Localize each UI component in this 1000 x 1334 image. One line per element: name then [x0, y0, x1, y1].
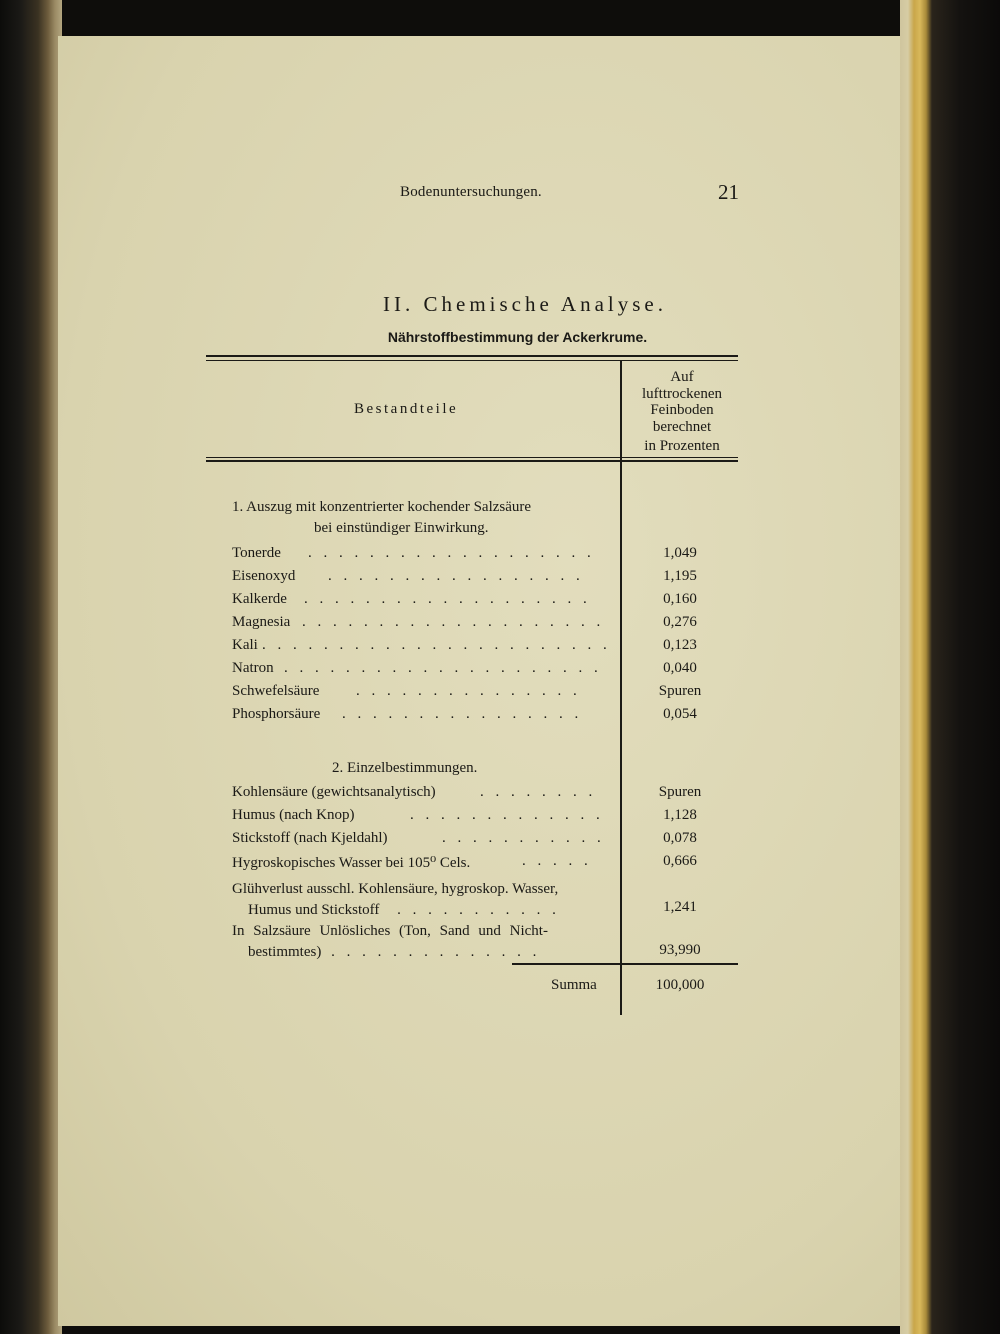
header-bottom-rule [206, 457, 738, 458]
row-label: Eisenoxyd [232, 568, 296, 584]
leader-dots: . . . . . . . . . . . . . . . . . . . [304, 591, 591, 607]
row-label: Humus und Stickstoff [248, 902, 380, 918]
column-header-line: lufttrockenen [642, 385, 722, 402]
multiline-row-unloesliches [232, 921, 612, 963]
column-header-prozenten [626, 369, 738, 455]
table-row [232, 683, 738, 705]
table-row [232, 545, 738, 567]
group-heading-einzelbestimmungen: 2. Einzelbestimmungen. [332, 760, 478, 776]
header-bottom-rule-thick [206, 460, 738, 462]
row-label: Glühverlust ausschl. Kohlensäure, hygroskop. Wasser, [232, 881, 559, 897]
leader-dots: . . . . . . . . [480, 784, 597, 800]
table-row [232, 784, 738, 806]
row-value: 0,160 [663, 591, 697, 607]
leader-dots: . . . . . . . . . . . [397, 902, 560, 918]
table-row [232, 807, 738, 829]
column-header-line: Auf [670, 369, 694, 385]
running-header: Bodenuntersuchungen. [400, 184, 542, 200]
row-label-continued [232, 900, 612, 921]
row-value: 0,078 [663, 830, 697, 846]
group-heading-line: 1. Auszug mit konzentrierter kochender Salzsäure [232, 499, 532, 515]
table-top-rule-thin [206, 360, 738, 361]
row-label: Schwefelsäure [232, 683, 320, 699]
leader-dots: . . . . . [522, 853, 592, 869]
leader-dots: . . . . . . . . . . . . . . . . . [328, 568, 584, 584]
summa-value: 100,000 [655, 977, 705, 993]
row-label-continued [232, 942, 612, 963]
row-label: Hygroskopisches Wasser bei 105⁰ Cels. [232, 855, 471, 871]
leader-dots: . . . . . . . . . . . . . . . . . . . [308, 545, 595, 561]
row-value: 0,040 [663, 660, 697, 676]
table-row [232, 591, 738, 613]
leader-dots: . . . . . . . . . . . . . [410, 807, 604, 823]
row-value: 1,195 [663, 568, 697, 584]
summa-label: Summa [551, 977, 597, 993]
column-header-bestandteile: Bestandteile [354, 401, 459, 417]
row-value: 1,049 [663, 545, 697, 561]
book-binding-edge [0, 0, 62, 1334]
row-label: bestimmtes) [248, 944, 322, 960]
leader-dots: . . . . . . . . . . . [442, 830, 605, 846]
row-label: Natron [232, 660, 274, 676]
section-title: II. Chemische Analyse. [383, 292, 667, 316]
row-label: Humus (nach Knop) [232, 807, 355, 823]
group-heading-auszug [232, 497, 612, 539]
row-value: 93,990 [659, 942, 701, 958]
table-row [232, 853, 738, 875]
table-top-rule [206, 355, 738, 357]
column-header-line: berechnet [652, 418, 712, 435]
row-value: 0,123 [663, 637, 697, 653]
leader-dots: . . . . . . . . . . . . . . . . . . . . . [284, 660, 602, 676]
column-header-line: Feinboden [650, 402, 714, 418]
row-label: Phosphorsäure [232, 706, 321, 722]
leader-dots: . . . . . . . . . . . . . . . . . . . . . . . [262, 637, 611, 653]
column-header-line: in Prozenten [644, 438, 720, 454]
page-stack-edge [900, 0, 1000, 1334]
row-label: Kali [232, 637, 258, 653]
row-label: Kalkerde [232, 591, 287, 607]
leader-dots: . . . . . . . . . . . . . . . . . . . . [302, 614, 605, 630]
table-subtitle: Nährstoffbestimmung der Ackerkrume. [387, 329, 648, 345]
row-label: Magnesia [232, 614, 291, 630]
summa-rule [512, 963, 738, 965]
row-value: Spuren [658, 683, 702, 699]
row-value: 0,276 [663, 614, 697, 630]
leader-dots: . . . . . . . . . . . . . . . . [342, 706, 583, 722]
row-label: In Salzsäure Unlösliches (Ton, Sand und Nicht- [232, 923, 548, 939]
leader-dots: . . . . . . . . . . . . . . . [356, 683, 581, 699]
row-value: Spuren [658, 784, 702, 800]
row-label: Stickstoff (nach Kjeldahl) [232, 830, 388, 846]
row-value: 1,241 [663, 899, 697, 915]
table-row [232, 614, 738, 636]
table-row [232, 660, 738, 682]
leader-dots: . . . . . . . . . . . . . . [331, 944, 541, 960]
row-label: Kohlensäure (gewichtsanalytisch) [232, 784, 436, 800]
table-row [232, 830, 738, 852]
row-value: 0,666 [663, 853, 697, 869]
multiline-row-gluehverlust [232, 879, 612, 921]
row-value: 1,128 [663, 807, 697, 823]
table-row [232, 706, 738, 728]
row-label: Tonerde [232, 545, 281, 561]
row-value: 0,054 [663, 706, 697, 722]
page-number: 21 [718, 180, 739, 204]
group-heading-line: bei einstündiger Einwirkung. [314, 520, 489, 536]
table-row [232, 568, 738, 590]
table-row [232, 637, 738, 659]
